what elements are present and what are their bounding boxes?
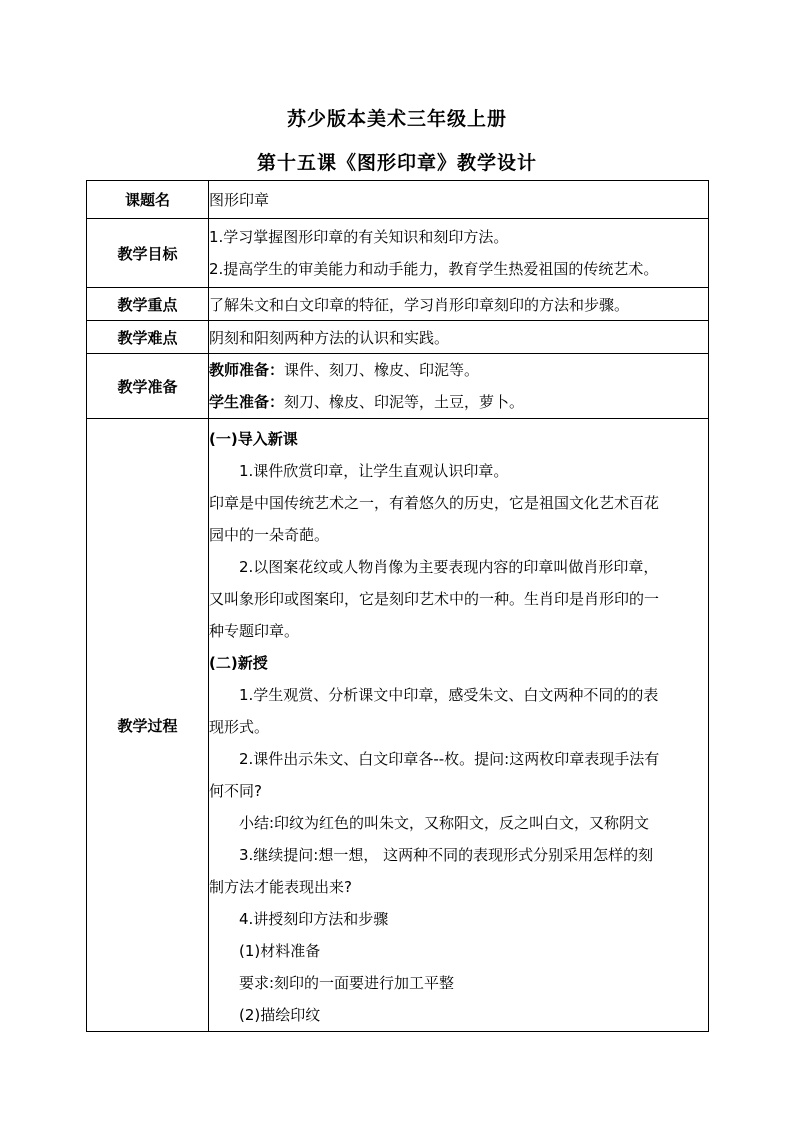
value-preparation [209,354,709,419]
lesson-plan-table [86,180,709,1032]
process-line: 又叫象形印或图案印，它是刻印艺术中的一种。生肖印是肖形印的一 [209,590,660,608]
process-line: 制方法才能表现出来? [209,878,352,896]
student-prep-lead: 学生准备： [209,393,285,411]
label-teaching-process: 教学过程 [87,419,209,1032]
value-difficulties: 阴刻和阳刻两种方法的认识和实践。 [209,321,709,354]
value-key-points: 了解朱文和白文印章的特征，学习肖形印章刻印的方法和步骤。 [209,288,709,321]
section-heading: (二)新授 [209,654,268,672]
process-line: 种专题印章。 [209,622,300,640]
process-line: 1.课件欣赏印章，让学生直观认识印章。 [239,462,509,480]
value-lesson-name: 图形印章 [209,181,709,219]
teacher-prep-text: 课件、刻刀、橡皮、印泥等。 [284,361,480,379]
teacher-prep-line [209,354,708,386]
process-line: 要求:刻印的一面要进行加工平整 [239,974,455,992]
document-title: 苏少版本美术三年级上册 [286,108,507,130]
process-line: 2.课件出示朱文、白文印章各--枚。提问:这两枚印章表现手法有 [239,750,660,768]
process-line: 3.继续提问:想一想， 这两种不同的表现形式分别采用怎样的刻 [239,846,654,864]
label-key-points: 教学重点 [87,288,209,321]
row-teaching-process [87,419,709,1032]
label-teaching-goals: 教学目标 [87,219,209,288]
process-line: 2.以图案花纹或人物肖像为主要表现内容的印章叫做肖形印章， [239,558,659,576]
process-line: 现形式。 [209,718,270,736]
goal-line: 2.提高学生的审美能力和动手能力，教育学生热爱祖国的传统艺术。 [209,260,659,278]
document-subtitle: 第十五课《图形印章》教学设计 [256,152,537,174]
process-line: 小结:印纹为红色的叫朱文，又称阳文，反之叫白文，又称阴文 [239,814,650,832]
row-lesson-name [87,181,709,219]
process-line: 何不同? [209,782,262,800]
label-preparation: 教学准备 [87,354,209,419]
section-heading: (一)导入新课 [209,430,298,448]
row-teaching-goals [87,219,709,288]
process-line: 1.学生观赏、分析课文中印章，感受朱文、白文两种不同的的表 [239,686,659,704]
teacher-prep-lead: 教师准备： [209,361,285,379]
label-lesson-name: 课题名 [87,181,209,219]
value-teaching-process [209,419,709,1032]
row-difficulties [87,321,709,354]
student-prep-line [209,386,708,418]
row-preparation [87,354,709,419]
value-teaching-goals [209,219,709,288]
student-prep-text: 刻刀、橡皮、印泥等，土豆，萝卜。 [284,393,525,411]
process-line: 4.讲授刻印方法和步骤 [239,910,389,928]
process-line: 印章是中国传统艺术之一，有着悠久的历史，它是祖国文化艺术百花 [209,494,660,512]
row-key-points [87,288,709,321]
label-difficulties: 教学难点 [87,321,209,354]
process-line: (1)材料准备 [239,942,321,960]
process-line: 园中的一朵奇葩。 [209,526,330,544]
goal-line: 1.学习掌握图形印章的有关知识和刻印方法。 [209,228,509,246]
process-line: (2)描绘印纹 [239,1006,321,1024]
